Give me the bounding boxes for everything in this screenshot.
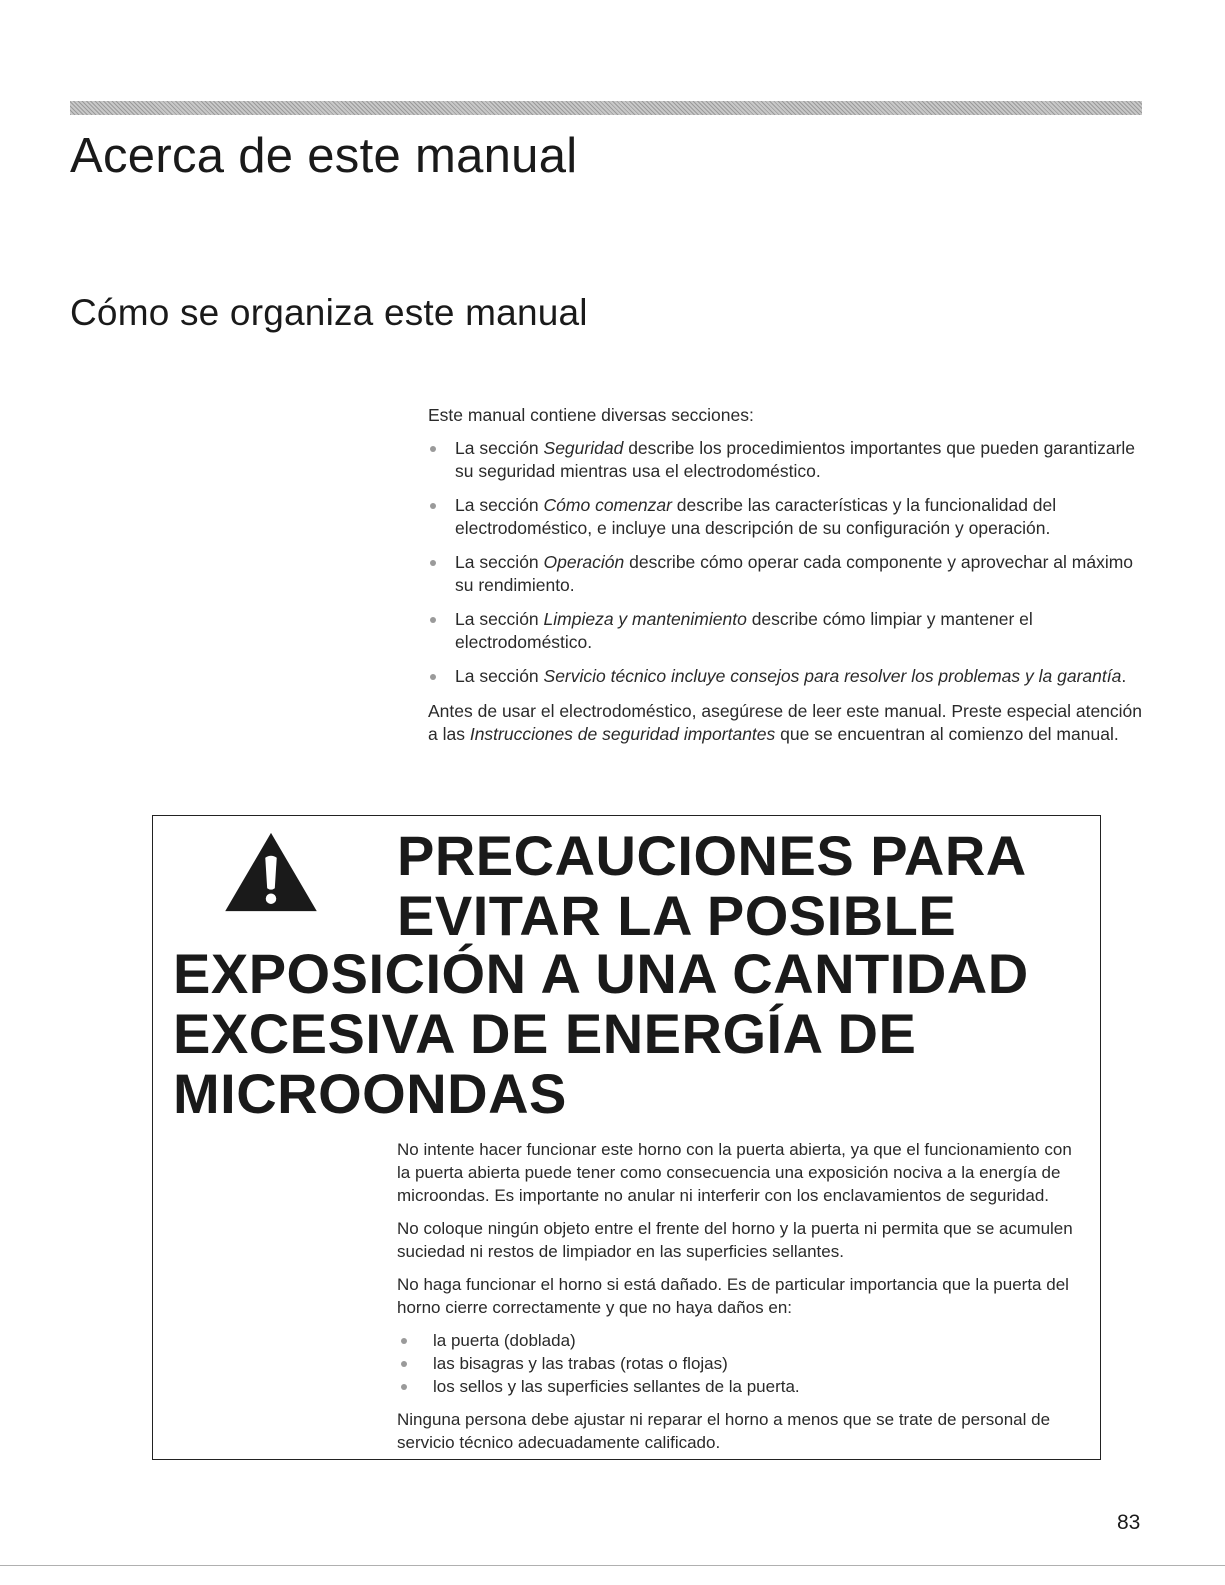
- item-text: describe cómo limpiar y mantener el electrodoméstico.: [455, 609, 1033, 652]
- item-text: describe cómo operar cada componente y aprovechar al máximo su rendimiento.: [455, 552, 1134, 595]
- bullet-dot-icon: [430, 674, 436, 680]
- item-prefix: La sección: [455, 438, 544, 458]
- list-item: [428, 551, 1148, 597]
- warning-heading-line: EXCESIVA DE ENERGÍA DE: [173, 1002, 917, 1065]
- bullet-dot-icon: [430, 503, 436, 509]
- item-text: la puerta (doblada): [433, 1331, 576, 1350]
- warning-paragraph: Ninguna persona debe ajustar ni reparar el horno a menos que se trate de personal de servicio técnico adecuadamente calificado.: [397, 1410, 1051, 1452]
- warning-heading-line: EVITAR LA POSIBLE: [397, 884, 957, 947]
- warning-paragraph: No intente hacer funcionar este horno con la puerta abierta, ya que el funcionamiento con la puerta abierta puede tener como consecuencia una exposición nociva a la energía de microondas. Es importante no anular ni interferir con los enclavamientos de seguridad.: [397, 1140, 1072, 1205]
- list-item: [397, 1375, 1077, 1398]
- footer-rule: [0, 1565, 1225, 1566]
- warning-body: [397, 1138, 1077, 1464]
- bullet-dot-icon: [401, 1338, 407, 1344]
- item-section-name: Limpieza y mantenimiento: [543, 609, 747, 629]
- bullet-dot-icon: [401, 1361, 407, 1367]
- item-prefix: La sección: [455, 495, 544, 515]
- section-heading: Cómo se organiza este manual: [70, 292, 588, 333]
- list-item: [428, 665, 1148, 688]
- note-text: que se encuentran al comienzo del manual.: [775, 724, 1119, 744]
- list-item: [428, 437, 1148, 483]
- list-item: [397, 1352, 1077, 1375]
- warning-heading-line: EXPOSICIÓN A UNA CANTIDAD: [173, 942, 1029, 1005]
- item-prefix: La sección: [455, 552, 544, 572]
- list-item: [428, 608, 1148, 654]
- item-prefix: La sección: [455, 609, 544, 629]
- item-section-name: Operación: [543, 552, 625, 572]
- note-emphasis: Instrucciones de seguridad importantes: [469, 724, 776, 744]
- list-item: [397, 1329, 1077, 1352]
- bullet-dot-icon: [430, 617, 436, 623]
- page-number: 83: [1117, 1511, 1141, 1534]
- item-text: las bisagras y las trabas (rotas o flojas): [433, 1354, 728, 1373]
- intro-paragraph: Este manual contiene diversas secciones:: [428, 405, 754, 425]
- warning-triangle-icon: [223, 831, 319, 913]
- page-title: Acerca de este manual: [70, 129, 578, 183]
- item-section-name: Servicio técnico incluye consejos para resolver los problemas y la garantía: [543, 666, 1122, 686]
- bullet-dot-icon: [430, 560, 436, 566]
- bullet-dot-icon: [401, 1384, 407, 1390]
- item-text: los sellos y las superficies sellantes de la puerta.: [433, 1377, 800, 1396]
- warning-paragraph: No coloque ningún objeto entre el frente del horno y la puerta ni permita que se acumulen suciedad ni restos de limpiador en las superficies sellantes.: [397, 1219, 1073, 1261]
- header-rule: [70, 101, 1142, 115]
- item-text: describe las características y la funcionalidad del electrodoméstico, e incluye una descripción de su configuración y operación.: [455, 495, 1057, 538]
- item-text: .: [1121, 666, 1127, 686]
- bullet-dot-icon: [430, 446, 436, 452]
- warning-paragraph: No haga funcionar el horno si está dañado. Es de particular importancia que la puerta del horno cierre correctamente y que no haya daños en:: [397, 1275, 1069, 1317]
- item-section-name: Seguridad: [543, 438, 624, 458]
- sections-list: [428, 437, 1148, 688]
- damage-list: [397, 1329, 1077, 1398]
- note-paragraph: [428, 700, 1148, 746]
- list-item: [428, 494, 1148, 540]
- item-prefix: La sección: [455, 666, 544, 686]
- item-text: describe los procedimientos importantes que pueden garantizarle su seguridad mientras usa el electrodoméstico.: [455, 438, 1136, 481]
- note-prefix: Antes de usar el electrodoméstico, asegúrese de leer este manual. Preste especial atención a las: [428, 701, 1143, 744]
- warning-heading-line: PRECAUCIONES PARA: [397, 824, 1027, 887]
- item-section-name: Cómo comenzar: [543, 495, 672, 515]
- warning-box: [152, 815, 1101, 1460]
- warning-heading-line: MICROONDAS: [173, 1062, 567, 1125]
- manual-content: [428, 404, 1148, 756]
